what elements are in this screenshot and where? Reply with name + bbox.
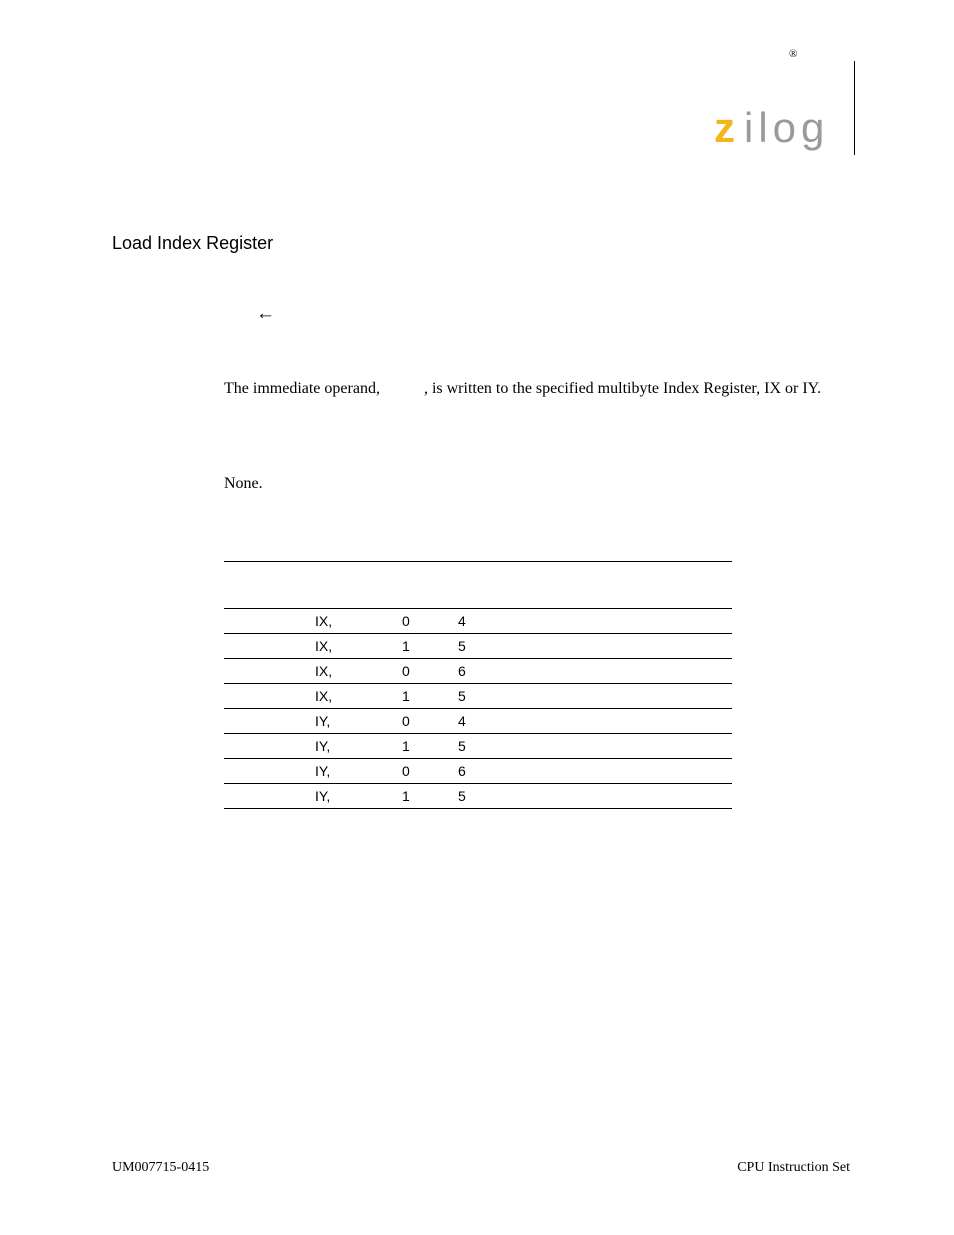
- footer-section-name: CPU Instruction Set: [737, 1160, 850, 1175]
- table-row: IX, 1 5: [224, 684, 732, 709]
- zilog-logo: [714, 103, 846, 159]
- description-part2: , is written to the specified multibyte Index Register, IX or IY.: [423, 380, 822, 397]
- table-row: IY, 1 5: [224, 734, 732, 759]
- table-row: IY, 0 4: [224, 709, 732, 734]
- section-title: Load Index Register: [112, 233, 274, 253]
- assignment-arrow: ←: [256, 303, 275, 324]
- table-row: IY, 1 5: [224, 784, 732, 809]
- logo-divider: [854, 61, 855, 155]
- table-row: IX, 1 5: [224, 634, 732, 659]
- table-row: IX, 0 6: [224, 659, 732, 684]
- footer-doc-id: UM007715-0415: [112, 1160, 210, 1175]
- table-header: [224, 562, 732, 609]
- table-row: IX, 0 4: [224, 609, 732, 634]
- logo-letter-z: z: [714, 104, 735, 151]
- logo-letters-ilog: ilog: [744, 104, 830, 151]
- table-row: IY, 0 6: [224, 759, 732, 784]
- description-part1: The immediate operand,: [224, 380, 380, 397]
- instruction-table: [224, 561, 732, 809]
- description-paragraph: [224, 379, 844, 399]
- registered-mark: ®: [789, 48, 798, 60]
- flags-text: None.: [224, 475, 263, 492]
